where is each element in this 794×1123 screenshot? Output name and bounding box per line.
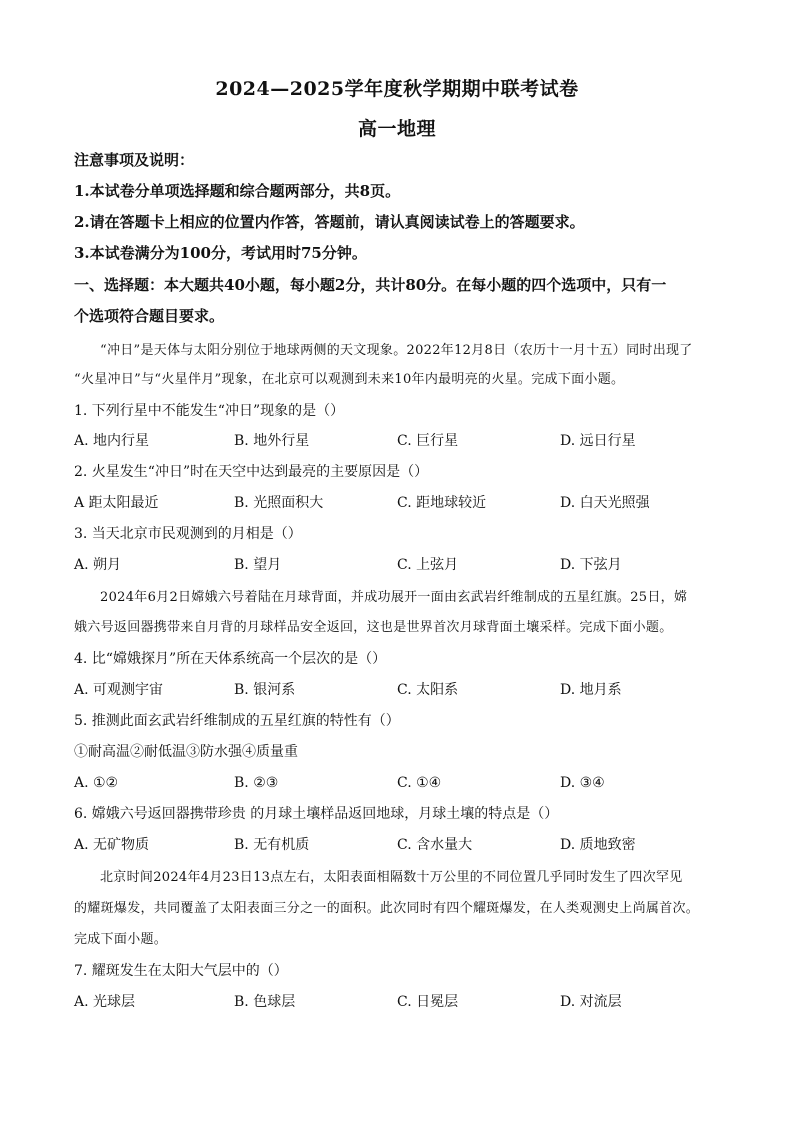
passage-3-line-3: 完成下面小题。 bbox=[74, 932, 168, 947]
question-3-option-c: C. 上弦月 bbox=[397, 557, 459, 573]
section-instruction-line1: 一、选择题：本大题共40小题，每小题2分，共计80分。在每小题的四个选项中，只有一 bbox=[74, 276, 667, 294]
question-1-option-c: C. 巨行星 bbox=[397, 433, 459, 449]
passage-1-line-2: “火星冲日”与“火星伴月”现象，在北京可以观测到未来10年内最明亮的火星。完成下面小题。 bbox=[74, 372, 625, 387]
exam-subtitle: 高一地理 bbox=[357, 118, 436, 140]
passage-2-line-2: 娥六号返回器携带来自月背的月球样品安全返回，这也是世界首次月球背面土壤采样。完成下面小题。 bbox=[74, 620, 673, 635]
question-2-option-b: B. 光照面积大 bbox=[234, 495, 324, 511]
question-6-options bbox=[74, 835, 724, 855]
question-3-stem: 3. 当天北京市民观测到的月相是（） bbox=[74, 526, 302, 542]
question-3-option-a: A. 朔月 bbox=[74, 557, 122, 573]
question-5-option-d: D. ③④ bbox=[560, 775, 605, 791]
question-4-options bbox=[74, 680, 724, 700]
passage-2-line-1: 2024年6月2日嫦娥六号着陆在月球背面，并成功展开一面由玄武岩纤维制成的五星红旗。25日，嫦 bbox=[100, 590, 688, 605]
question-1-option-b: B. 地外行星 bbox=[234, 433, 310, 449]
question-4-option-c: C. 太阳系 bbox=[397, 682, 459, 698]
question-4-stem: 4. 比“嫦娥探月”所在天体系统高一个层次的是（） bbox=[74, 651, 387, 667]
question-5-sub-statements: ①耐高温②耐低温③防水强④质量重 bbox=[74, 744, 298, 760]
question-6-option-b: B. 无有机质 bbox=[234, 837, 310, 853]
question-7-option-c: C. 日冕层 bbox=[397, 994, 459, 1010]
question-4-option-d: D. 地月系 bbox=[560, 682, 622, 698]
passage-3-line-1: 北京时间2024年4月23日13点左右，太阳表面相隔数十万公里的不同位置几乎同时发生了四次罕见 bbox=[100, 870, 683, 885]
question-5-options bbox=[74, 773, 724, 793]
question-2-option-a: A 距太阳最近 bbox=[74, 495, 159, 511]
question-6-option-a: A. 无矿物质 bbox=[74, 837, 150, 853]
question-1-stem: 1. 下列行星中不能发生“冲日”现象的是（） bbox=[74, 403, 345, 419]
question-7-option-a: A. 光球层 bbox=[74, 994, 136, 1010]
note-item-3: 3.本试卷满分为100分，考试用时75分钟。 bbox=[74, 244, 367, 262]
question-3-option-b: B. 望月 bbox=[234, 557, 282, 573]
question-2-option-d: D. 白天光照强 bbox=[560, 495, 650, 511]
question-5-option-c: C. ①④ bbox=[397, 775, 442, 791]
question-1-option-d: D. 远日行星 bbox=[560, 433, 636, 449]
question-6-option-c: C. 含水量大 bbox=[397, 837, 473, 853]
question-7-option-d: D. 对流层 bbox=[560, 994, 622, 1010]
question-5-option-b: B. ②③ bbox=[234, 775, 279, 791]
question-2-stem: 2. 火星发生“冲日”时在天空中达到最亮的主要原因是（） bbox=[74, 464, 429, 480]
question-4-option-b: B. 银河系 bbox=[234, 682, 296, 698]
question-1-options bbox=[74, 431, 724, 451]
question-2-option-c: C. 距地球较近 bbox=[397, 495, 487, 511]
note-item-1: 1.本试卷分单项选择题和综合题两部分，共8页。 bbox=[74, 182, 401, 200]
question-3-options bbox=[74, 555, 724, 575]
section-instruction-line2: 个选项符合题目要求。 bbox=[74, 307, 225, 325]
question-7-stem: 7. 耀斑发生在太阳大气层中的（） bbox=[74, 963, 288, 979]
question-6-stem: 6. 嫦娥六号返回器携带珍贵 的月球土壤样品返回地球，月球土壤的特点是（） bbox=[74, 806, 559, 822]
question-2-options bbox=[74, 493, 724, 513]
question-5-stem: 5. 推测此面玄武岩纤维制成的五星红旗的特性有（） bbox=[74, 713, 400, 729]
question-6-option-d: D. 质地致密 bbox=[560, 837, 636, 853]
question-7-option-b: B. 色球层 bbox=[234, 994, 296, 1010]
question-3-option-d: D. 下弦月 bbox=[560, 557, 622, 573]
question-1-option-a: A. 地内行星 bbox=[74, 433, 150, 449]
notes-heading: 注意事项及说明： bbox=[74, 151, 195, 169]
passage-1-line-1: “冲日”是天体与太阳分别位于地球两侧的天文现象。2022年12月8日（农历十一月十五）同时出现了 bbox=[100, 343, 693, 358]
note-item-2: 2.请在答题卡上相应的位置内作答，答题前，请认真阅读试卷上的答题要求。 bbox=[74, 213, 585, 231]
question-7-options bbox=[74, 992, 724, 1012]
question-5-option-a: A. ①② bbox=[74, 775, 119, 791]
question-4-option-a: A. 可观测宇宙 bbox=[74, 682, 164, 698]
exam-title: 2024—2025学年度秋学期期中联考试卷 bbox=[215, 78, 579, 100]
passage-3-line-2: 的耀斑爆发，共同覆盖了太阳表面三分之一的面积。此次同时有四个耀斑爆发，在人类观测史上尚属首次。 bbox=[74, 901, 700, 916]
